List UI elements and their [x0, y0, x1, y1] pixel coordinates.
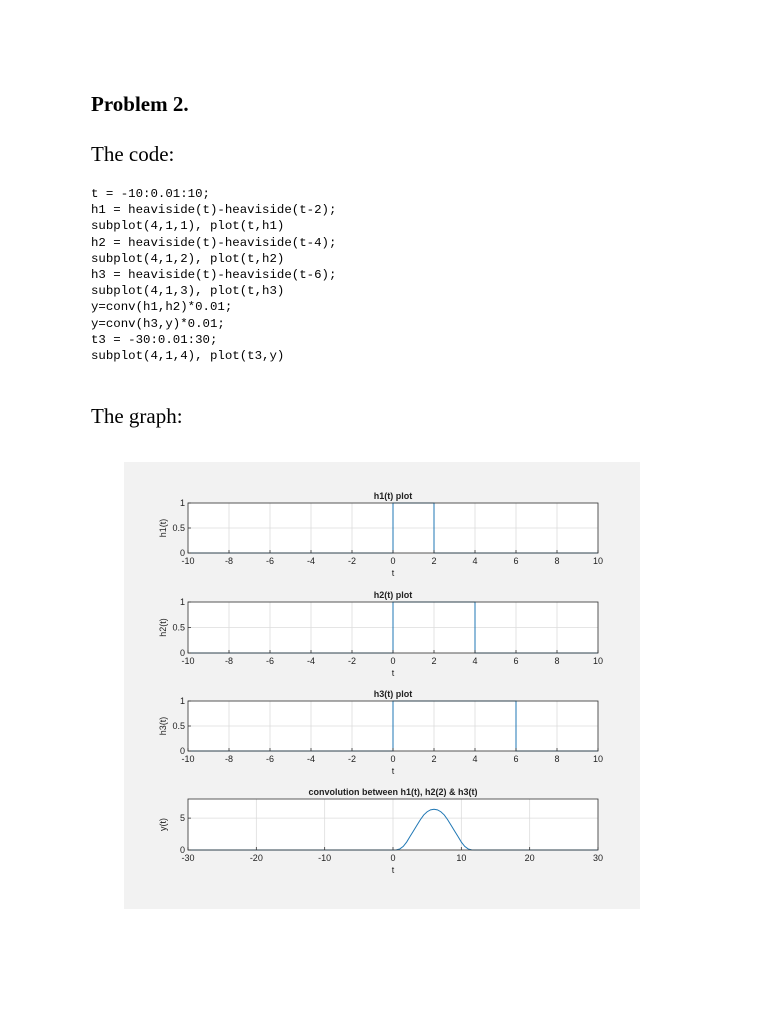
x-tick-label: 8 [554, 656, 560, 666]
x-tick-label: 2 [431, 556, 437, 566]
y-tick-label: 0 [179, 648, 185, 658]
x-tick-label: -4 [306, 656, 316, 666]
x-tick-label: 10 [592, 754, 604, 764]
y-tick-label: 0 [179, 746, 185, 756]
x-tick-label: 0 [390, 556, 396, 566]
x-tick-label: -20 [249, 853, 263, 863]
x-tick-label: -2 [347, 754, 357, 764]
x-tick-label: 8 [554, 754, 560, 764]
x-tick-label: -4 [306, 556, 316, 566]
x-tick-label: 30 [592, 853, 604, 863]
x-tick-label: -8 [224, 656, 234, 666]
matlab-figure [124, 462, 640, 909]
y-tick-label: 0 [179, 548, 185, 558]
x-tick-label: 4 [472, 556, 478, 566]
code-line: h2 = heaviside(t)-heaviside(t-4); [91, 235, 337, 250]
y-tick-label: 1 [179, 696, 185, 706]
x-tick-label: 6 [513, 556, 519, 566]
problem-heading: Problem 2. [91, 92, 189, 116]
y-tick-label: 1 [179, 498, 185, 508]
x-axis-label: t [391, 668, 395, 678]
code-line: subplot(4,1,4), plot(t3,y) [91, 348, 285, 363]
x-axis-label: t [391, 865, 395, 875]
code-line: y=conv(h1,h2)*0.01; [91, 300, 233, 315]
x-tick-label: 6 [513, 656, 519, 666]
x-tick-label: -8 [224, 754, 234, 764]
y-axis-label: h3(t) [158, 716, 168, 736]
graph-section-label: The graph: [91, 404, 183, 428]
x-axis-label: t [391, 568, 395, 578]
y-tick-label: 0 [179, 845, 185, 855]
x-tick-label: -6 [265, 656, 275, 666]
x-tick-label: 20 [524, 853, 535, 863]
code-block [91, 186, 336, 364]
code-line: t3 = -30:0.01:30; [91, 332, 218, 347]
x-tick-label: 0 [390, 754, 396, 764]
code-line: subplot(4,1,2), plot(t,h2) [91, 251, 285, 266]
y-axis-label: y(t) [158, 818, 168, 831]
x-tick-label: 4 [472, 656, 478, 666]
chart-title: h2(t) plot [373, 590, 413, 600]
x-tick-label: -2 [347, 556, 357, 566]
x-tick-label: 0 [390, 656, 396, 666]
x-tick-label: 10 [592, 556, 604, 566]
x-tick-label: 2 [431, 656, 437, 666]
chart-title: convolution between h1(t), h2(2) & h3(t) [308, 787, 478, 797]
figure-svg [124, 462, 640, 909]
x-tick-label: 6 [513, 754, 519, 764]
code-line: subplot(4,1,1), plot(t,h1) [91, 219, 285, 234]
x-tick-label: -6 [265, 556, 275, 566]
x-tick-label: -30 [181, 853, 195, 863]
x-tick-label: 2 [431, 754, 437, 764]
x-tick-label: 0 [390, 853, 396, 863]
code-line: y=conv(h3,y)*0.01; [91, 316, 225, 331]
x-tick-label: -10 [181, 556, 195, 566]
x-tick-label: -10 [318, 853, 332, 863]
code-line: h1 = heaviside(t)-heaviside(t-2); [91, 203, 337, 218]
x-tick-label: 10 [456, 853, 467, 863]
x-tick-label: 10 [592, 656, 604, 666]
x-tick-label: -2 [347, 656, 357, 666]
chart-title: h1(t) plot [373, 491, 413, 501]
x-tick-label: -10 [181, 656, 195, 666]
y-tick-label: 0.5 [172, 721, 185, 731]
y-axis-label: h1(t) [158, 518, 168, 538]
x-tick-label: 4 [472, 754, 478, 764]
code-line: t = -10:0.01:10; [91, 187, 210, 201]
x-tick-label: 8 [554, 556, 560, 566]
y-tick-label: 5 [179, 813, 185, 824]
code-line: h3 = heaviside(t)-heaviside(t-6); [91, 267, 337, 282]
code-section-label: The code: [91, 142, 175, 166]
code-line: subplot(4,1,3), plot(t,h3) [91, 284, 285, 299]
x-tick-label: -4 [306, 754, 316, 764]
y-axis-label: h2(t) [158, 618, 168, 637]
y-tick-label: 1 [179, 597, 185, 607]
x-axis-label: t [391, 766, 395, 776]
y-tick-label: 0.5 [172, 622, 185, 633]
x-tick-label: -6 [265, 754, 275, 764]
y-tick-label: 0.5 [172, 523, 185, 533]
chart-title: h3(t) plot [373, 689, 413, 699]
x-tick-label: -8 [224, 556, 234, 566]
x-tick-label: -10 [181, 754, 195, 764]
